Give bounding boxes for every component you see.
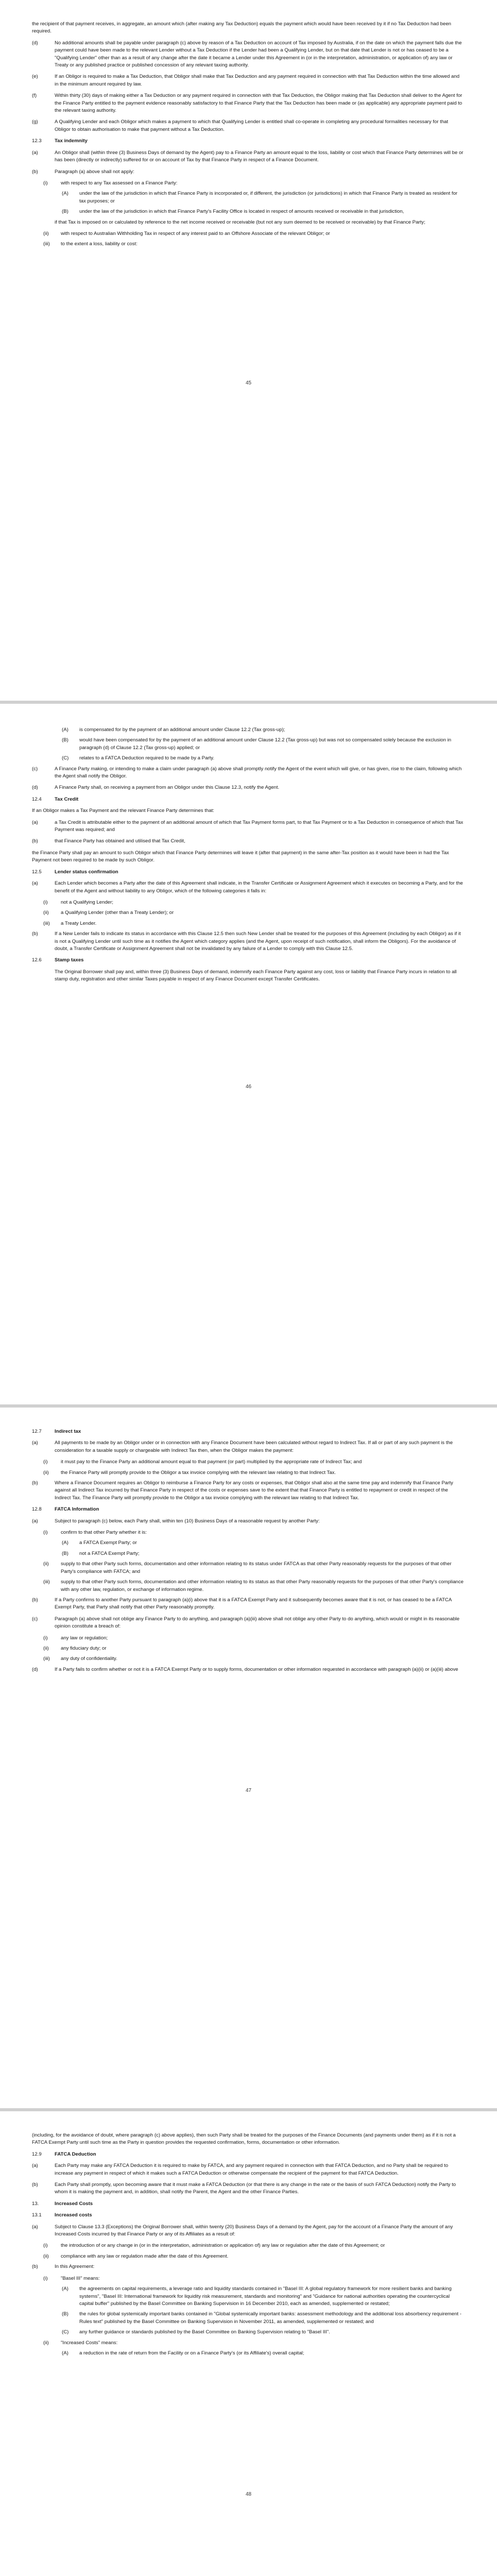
clause-label: 13. (32, 2200, 39, 2207)
document-page (0, 704, 497, 1404)
page-number: 46 (245, 1084, 252, 1090)
clause-label: (iii) (43, 920, 50, 926)
clause-paragraph (62, 208, 465, 215)
page-content (32, 1428, 465, 1677)
clause-paragraph (43, 1579, 465, 1594)
clause-text: A Qualifying Lender and each Obligor which makes a payment to which that Qualifying Lender is entitled shall co-operate in completing any procedural formalities necessary for that Obligor to obtain authorisation to make that payment without a Tax Deduction. (55, 119, 449, 132)
clause-text: any fiduciary duty; or (61, 1645, 107, 1651)
clause-label: (ii) (43, 910, 49, 916)
clause-paragraph (43, 909, 465, 917)
clause-label: (c) (32, 766, 38, 772)
page-number: 48 (245, 2492, 252, 2497)
clause-text: relates to a FATCA Deduction required to be made by a Party. (79, 755, 215, 761)
clause-label: (d) (32, 785, 38, 791)
clause-paragraph (32, 73, 465, 88)
page-number: 47 (245, 1788, 252, 1793)
clause-paragraph (43, 920, 465, 927)
clause-label: (ii) (43, 230, 49, 236)
clause-text: not a Qualifying Lender; (61, 899, 113, 905)
clause-text: not a FATCA Exempt Party; (79, 1550, 140, 1556)
clause-text: If a Party fails to confirm whether or not it is a FATCA Exempt Party or to supply forms, documentation or other information requested in accordance with paragraph (a)(ii) or (a)(iii) above (55, 1666, 458, 1672)
clause-paragraph (43, 1561, 465, 1575)
clause-text: it must pay to the Finance Party an additional amount equal to that payment (or part) multiplied by the appropriate rate of Indirect Tax; and (61, 1459, 362, 1465)
clause-paragraph (43, 2253, 465, 2260)
clause-label: (B) (62, 209, 68, 215)
clause-label: (a) (32, 819, 38, 825)
clause-text: Each Party may make any FATCA Deduction it is required to make by FATCA, and any payment required in connection with that FATCA Deduction, and no Party shall be required to increase any payment in respect of which it makes such a FATCA Deduction or otherwise compensate the recipient of the payment for that FATCA Deduction. (55, 2163, 449, 2176)
page-number: 45 (245, 380, 252, 386)
clause-label: (i) (43, 1459, 48, 1465)
clause-paragraph (43, 1529, 465, 1536)
clause-heading (32, 869, 465, 876)
clause-label: (A) (62, 1540, 68, 1546)
clause-label: (C) (62, 2329, 69, 2335)
clause-label: (ii) (43, 2253, 49, 2259)
clause-paragraph (43, 1645, 465, 1652)
clause-text: Increased costs (55, 2212, 92, 2218)
clause-paragraph (43, 241, 465, 248)
clause-paragraph (43, 1459, 465, 1466)
clause-label: (e) (32, 74, 38, 80)
clause-text: confirm to that other Party whether it is: (61, 1530, 147, 1536)
clause-paragraph (43, 1469, 465, 1477)
clause-paragraph (32, 766, 465, 781)
paragraph-text: the recipient of that payment receives, in aggregate, an amount which (after making any Tax Deduction) equals the payment which would have been received by it if no Tax Deduction had been required. (32, 21, 452, 35)
clause-heading (32, 1506, 465, 1513)
clause-label: (B) (62, 737, 68, 743)
clause-text: Where a Finance Document requires an Obligor to reimburse a Finance Party for any costs or expenses, that Obligor shall also at the same time pay and indemnify that Finance Party against all Indirect Tax incurred by that Finance Party in respect of the costs or expenses save to the extent that that Finance Party is entitled to repayment or credit in respect of the Indirect Tax. The Finance Party will promptly provide to the Obligor a tax invoice complying with the relevant law relating to that Indirect Tax. (55, 1480, 453, 1501)
clause-paragraph (32, 1597, 465, 1612)
clause-text: compliance with any law or regulation made after the date of this Agreement. (61, 2253, 229, 2259)
clause-paragraph (62, 2285, 465, 2308)
clause-paragraph (62, 1550, 465, 1557)
clause-heading (32, 1428, 465, 1435)
clause-paragraph (32, 1616, 465, 1631)
clause-label: (b) (32, 2182, 38, 2188)
clause-label: (A) (62, 2286, 68, 2292)
clause-heading (32, 2151, 465, 2158)
clause-text: the rules for global systemically important banks contained in "Global systemically important banks: assessment methodology and the additional loss absorbency requirement - Rules text" published by the Basel Committee on Banking Supervision in November 2011, as amended, supplemented or restated; and (79, 2311, 461, 2325)
clause-heading (32, 796, 465, 803)
clause-text: Paragraph (a) above shall not apply: (55, 168, 134, 175)
clause-text: Indirect tax (55, 1429, 81, 1434)
clause-label: 12.7 (32, 1429, 42, 1434)
clause-text: the agreements on capital requirements, a leverage ratio and liquidity standards contained in "Basel III: A global regulatory framework for more resilient banks and banking systems", "Basel III: International framework for liquidity risk measurement, standards and monitoring" and "Guidance for national authorities operating the countercyclical capital buffer" published by the Basel Committee on Banking Supervision in 16 December 2010, each as amended, supplemented or restated; (79, 2286, 452, 2307)
clause-text: a FATCA Exempt Party; or (79, 1540, 137, 1546)
clause-paragraph (32, 838, 465, 845)
clause-label: (d) (32, 40, 38, 46)
clause-text: with respect to any Tax assessed on a Finance Party: (61, 180, 178, 186)
clause-paragraph (32, 880, 465, 895)
clause-text: under the law of the jurisdiction in which that Finance Party's Facility Office is located in respect of amounts received or receivable in that jurisdiction, (79, 209, 404, 215)
clause-text: "Increased Costs" means: (61, 2340, 118, 2346)
clause-text: A Finance Party shall, on receiving a payment from an Obligor under this Clause 12.3, notify the Agent. (55, 785, 280, 791)
clause-label: (iii) (43, 241, 50, 247)
clause-paragraph (43, 180, 465, 187)
clause-label: (b) (32, 1480, 38, 1486)
clause-text: under the law of the jurisdiction in which that Finance Party is incorporated or, if different, the jurisdiction (or jurisdictions) in which that Finance Party is treated as resident for tax purposes; or (79, 191, 458, 204)
clause-label: (a) (32, 1518, 38, 1524)
clause-label: (i) (43, 899, 48, 905)
paragraph-text: (including, for the avoidance of doubt, where paragraph (c) above applies), then such Party shall be treated for the purposes of the Finance Documents (and payments under them) as if it is not a FATCA Exempt Party until such time as the Party in question provides the requested confirmation, forms, documentation or other information. (32, 2132, 456, 2146)
clause-label: (iii) (43, 1579, 50, 1585)
clause-text: with respect to Australian Withholding Tax in respect of any interest paid to an Offshore Associate of the relevant Obligor; or (61, 230, 330, 236)
clause-text: If a Party confirms to another Party pursuant to paragraph (a)(i) above that it is a FATCA Exempt Party and it subsequently becomes aware that it is not, or has ceased to be a FATCA Exempt Party, that Party shall notify that other Party reasonably promptly. (55, 1597, 452, 1611)
clause-label: (ii) (43, 2340, 49, 2346)
clause-label: (a) (32, 149, 38, 156)
clause-label: (ii) (43, 1469, 49, 1476)
clause-paragraph (43, 2242, 465, 2249)
clause-text: No additional amounts shall be payable under paragraph (c) above by reason of a Tax Deduction on account of Tax imposed by Australia, if on the date on which the payment falls due the payment could have been made to the relevant Lender without a Tax Deduction if the Lender had been a Qualifying Lender, but on that date that Lender is not or has ceased to be a "Qualifying Lender" other than as a result of any change after the date it became a Lender under this Agreement in (or in the interpretation, administration, or application of) any law or Treaty or any published practice or published concession of any relevant taxing authority. (55, 40, 462, 69)
paragraph-text: The Original Borrower shall pay and, within three (3) Business Days of demand, indemnify each Finance Party against any cost, loss or liability that Finance Party incurs in relation to all stamp duty, registration and other similar Taxes payable in respect of any Finance Document except Transfer Certificates. (55, 969, 457, 982)
clause-paragraph (43, 1635, 465, 1642)
clause-label: 12.4 (32, 796, 42, 802)
clause-paragraph (43, 230, 465, 238)
clause-text: Stamp taxes (55, 957, 84, 963)
clause-paragraph (32, 1480, 465, 1502)
clause-text: Paragraph (a) above shall not oblige any Finance Party to do anything, and paragraph (a)(iii) above shall not oblige any other Party to do anything, which would or might in its reasonable opinion constitute a breach of: (55, 1616, 460, 1630)
clause-paragraph (32, 1666, 465, 1673)
clause-label: (b) (32, 2264, 38, 2270)
clause-label: 12.5 (32, 869, 42, 875)
clause-label: 12.6 (32, 957, 42, 963)
page-content (32, 2132, 465, 2360)
clause-label: (f) (32, 93, 37, 99)
clause-label: (c) (32, 1616, 38, 1622)
clause-text: All payments to be made by an Obligor under or in connection with any Finance Document have been calculated without regard to Indirect Tax. If all or part of any such payment is the consideration for a taxable supply or chargeable with Indirect Tax then, when the Obligor makes the payment: (55, 1440, 453, 1453)
clause-text: is compensated for by the payment of an additional amount under Clause 12.2 (Tax gross-up); (79, 727, 285, 733)
clause-text: any further guidance or standards published by the Basel Committee on Banking Supervision relating to "Basel III". (79, 2329, 330, 2335)
clause-text: a reduction in the rate of return from the Facility or on a Finance Party's (or its Affiliate's) overall capital; (79, 2350, 304, 2356)
clause-text: "Basel III" means: (61, 2275, 100, 2281)
clause-text: FATCA Information (55, 1506, 99, 1513)
clause-label: (i) (43, 2243, 48, 2249)
clause-text: Subject to Clause 13.3 (Exceptions) the Original Borrower shall, within twenty (20) Business Days of a demand by the Agent, pay for the account of a Finance Party the amount of any Increased Costs incurred by that Finance Party or any of its Affiliates as a result of: (55, 2224, 453, 2238)
clause-paragraph (62, 737, 465, 752)
clause-heading (32, 2212, 465, 2219)
clause-text: Each Lender which becomes a Party after the date of this Agreement shall indicate, in the Transfer Certificate or Assignment Agreement which it executes on becoming a Party, and for the benefit of the Agent and without liability to any Obligor, which of the following categories it falls in: (55, 880, 463, 894)
clause-paragraph (32, 2181, 465, 2196)
clause-paragraph (43, 2275, 465, 2282)
clause-paragraph (32, 2224, 465, 2239)
clause-text: In this Agreement: (55, 2264, 95, 2270)
clause-paragraph (43, 899, 465, 906)
clause-text: If a New Lender fails to indicate its status in accordance with this Clause 12.5 then such New Lender shall be treated for the purposes of this Agreement (including by each Obligor) as if it is not a Qualifying Lender until such time as it notifies the Agent which category applies (and the Agent, upon receipt of such notification, shall inform the Obligors). For the avoidance of doubt, a Transfer Certificate or Assignment Agreement shall not be invalidated by any failure of a Lender to comply with this Clause 12.5. (55, 931, 461, 952)
clause-paragraph (43, 2340, 465, 2347)
clause-text: supply to that other Party such forms, documentation and other information relating to its status as that other Party reasonably requests for the purposes of that other Party's compliance with any other law, regulation, or exchange of information regime. (61, 1579, 464, 1592)
clause-text: any law or regulation; (61, 1635, 108, 1641)
clause-label: (iii) (43, 1656, 50, 1662)
clause-label: (C) (62, 755, 69, 761)
clause-label: (b) (32, 1597, 38, 1603)
page-content (32, 724, 465, 988)
paragraph-text: the Finance Party shall pay an amount to such Obligor which that Finance Party determines will leave it (after that payment) in the same after-Tax position as it would have been in had the Tax Payment not been required to be made by such Obligor. (32, 850, 449, 863)
clause-paragraph (32, 1518, 465, 1525)
clause-text: a Treaty Lender. (61, 920, 97, 926)
clause-label: (A) (62, 2350, 68, 2356)
clause-paragraph (62, 1539, 465, 1547)
clause-label: (A) (62, 727, 68, 733)
clause-paragraph (32, 1439, 465, 1454)
clause-label: (i) (43, 180, 48, 186)
clause-label: (a) (32, 2224, 38, 2230)
clause-paragraph (62, 2350, 465, 2357)
clause-paragraph (62, 2329, 465, 2336)
clause-text: the Finance Party will promptly provide to the Obligor a tax invoice complying with the relevant law relating to that Indirect Tax. (61, 1469, 336, 1476)
clause-label: (i) (43, 1635, 48, 1641)
clause-paragraph (32, 2162, 465, 2177)
clause-paragraph (62, 755, 465, 762)
document-page (0, 2111, 497, 2576)
clause-paragraph (62, 2311, 465, 2326)
clause-paragraph (32, 930, 465, 953)
paragraph-text: if that Tax is imposed on or calculated by reference to the net income received or receivable (but not any sum deemed to be received or receivable) by that Finance Party; (55, 219, 425, 225)
clause-paragraph (62, 190, 465, 205)
clause-label: (B) (62, 1550, 68, 1556)
clause-text: Tax Credit (55, 796, 79, 802)
document-page (0, 0, 497, 701)
clause-text: to the extent a loss, liability or cost: (61, 241, 138, 247)
clause-text: a Tax Credit is attributable either to the payment of an additional amount of which that Tax Payment forms part, to that Tax Payment or to a Tax Deduction in consequence of which that Tax Payment was required; and (55, 819, 464, 833)
clause-text: A Finance Party making, or intending to make a claim under paragraph (a) above shall promptly notify the Agent of the event which will give, or has given, rise to the claim, following which the Agent shall notify the Obligor. (55, 766, 462, 779)
clause-label: (a) (32, 2163, 38, 2169)
clause-label: 12.3 (32, 138, 42, 144)
clause-label: (ii) (43, 1645, 49, 1651)
clause-text: If an Obligor is required to make a Tax Deduction, that Obligor shall make that Tax Deduction and any payment required in connection with that Tax Deduction within the time allowed and in the minimum amount required by law. (55, 74, 460, 87)
clause-paragraph (32, 118, 465, 133)
clause-text: Within thirty (30) days of making either a Tax Deduction or any payment required in connection with that Tax Deduction, the Obligor making that Tax Deduction shall deliver to the Agent for the Finance Party entitled to the payment evidence reasonably satisfactory to that Finance Party that the Tax Deduction has been made or (as applicable) any appropriate payment paid to the relevant taxing authority. (55, 93, 462, 114)
clause-label: (i) (43, 2275, 48, 2281)
clause-text: An Obligor shall (within three (3) Business Days of demand by the Agent) pay to a Finance Party an amount equal to the loss, liability or cost which that Finance Party determines will be or has been (directly or indirectly) suffered for or on account of Tax by that Finance Party in respect of a Finance Document. (55, 149, 464, 163)
clause-paragraph (32, 819, 465, 834)
clause-label: (a) (32, 880, 38, 887)
paragraph-text: If an Obligor makes a Tax Payment and the relevant Finance Party determines that: (32, 808, 214, 814)
clause-label: (d) (32, 1666, 38, 1672)
clause-label: (B) (62, 2311, 68, 2317)
clause-paragraph (32, 92, 465, 114)
clause-paragraph (32, 40, 465, 70)
clause-label: (i) (43, 1530, 48, 1536)
clause-text: any duty of confidentiality. (61, 1656, 117, 1662)
clause-label: (b) (32, 838, 38, 844)
clause-text: Subject to paragraph (c) below, each Party shall, within ten (10) Business Days of a reasonable request by another Party: (55, 1518, 320, 1524)
clause-text: that Finance Party has obtained and utilised that Tax Credit, (55, 838, 185, 844)
clause-paragraph (32, 168, 465, 176)
clause-text: Lender status confirmation (55, 869, 118, 875)
clause-text: Tax indemnity (55, 138, 88, 144)
clause-text: FATCA Deduction (55, 2151, 96, 2157)
clause-text: the introduction of or any change in (or in the interpretation, administration or application of) any law or regulation after the date of this Agreement; or (61, 2243, 385, 2249)
clause-label: 13.1 (32, 2212, 42, 2218)
clause-heading (32, 2200, 465, 2208)
clause-label: 12.9 (32, 2151, 42, 2157)
clause-paragraph (32, 784, 465, 791)
clause-text: supply to that other Party such forms, documentation and other information relating to its status under FATCA as that other Party reasonably requests for the purposes of that other Party's compliance with FATCA; and (61, 1561, 452, 1574)
clause-text: would have been compensated for by the payment of an additional amount under Clause 12.2 (Tax gross-up) but was not so compensated solely because the exclusion in paragraph (d) of Clause 12.2 (Tax gross-up) applied; or (79, 737, 452, 751)
clause-text: Increased Costs (55, 2200, 93, 2207)
clause-label: 12.8 (32, 1506, 42, 1513)
clause-paragraph (32, 2263, 465, 2270)
clause-paragraph (62, 726, 465, 734)
clause-label: (b) (32, 931, 38, 937)
page-content (32, 21, 465, 251)
clause-label: (a) (32, 1440, 38, 1446)
clause-text: a Qualifying Lender (other than a Treaty Lender); or (61, 910, 174, 916)
clause-label: (g) (32, 119, 38, 125)
clause-heading (32, 957, 465, 964)
clause-label: (A) (62, 191, 68, 197)
clause-heading (32, 138, 465, 145)
clause-paragraph (43, 1655, 465, 1663)
clause-text: Each Party shall promptly, upon becoming aware that it must make a FATCA Deduction (or that there is any change in the rate or the basis of such FATCA Deduction) notify the Party to whom it is making the payment and, in addition, shall notify the Parent, the Agent and the other Finance Parties. (55, 2182, 456, 2195)
clause-label: (b) (32, 168, 38, 175)
document-page (0, 1408, 497, 2108)
clause-paragraph (32, 149, 465, 164)
clause-label: (ii) (43, 1561, 49, 1567)
